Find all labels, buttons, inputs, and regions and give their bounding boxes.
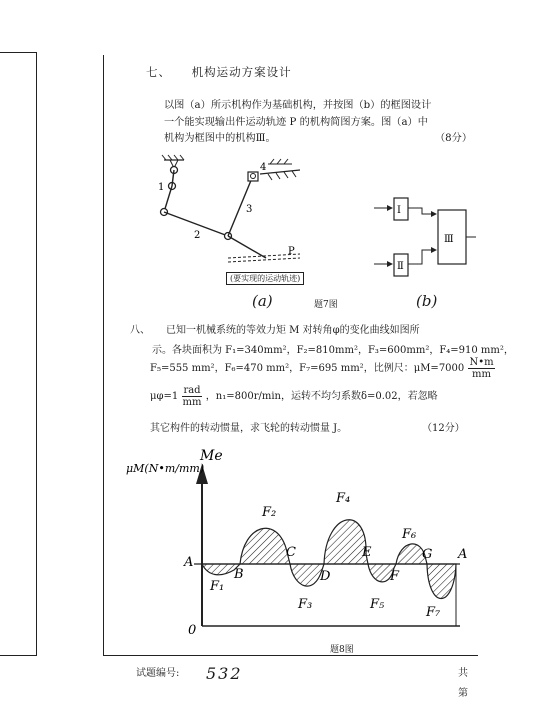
content-bottom-border <box>103 655 478 656</box>
block-diagram <box>370 178 478 288</box>
point-label-p: P <box>288 246 295 257</box>
area-f7 <box>427 564 456 599</box>
area-label-f2: F₂ <box>262 505 277 520</box>
section8-line-4 <box>150 385 438 408</box>
area-label-f6: F₆ <box>402 527 417 542</box>
area-label-f7: F₇ <box>426 605 441 620</box>
section7-line-3: 机构为框图中的机构Ⅲ。 <box>164 133 276 144</box>
block-3-label: Ⅲ <box>444 234 454 245</box>
origin-label: 0 <box>188 623 197 638</box>
area-f2 <box>240 528 290 564</box>
moment-curve-figure <box>104 440 480 640</box>
link-label-3: 3 <box>246 204 253 215</box>
section7-number: 七、 <box>146 65 171 79</box>
link-label-2: 2 <box>194 230 201 241</box>
footer-right-top: 共 <box>458 668 468 679</box>
left-frame-line <box>36 52 37 656</box>
fig7-caption: 题7图 <box>314 300 338 310</box>
area-label-f3: F₃ <box>298 597 313 612</box>
fig-a-label: (a) <box>252 292 273 310</box>
trajectory-label: (要实现的运动轨迹) <box>226 272 304 285</box>
footer-right-bottom: 第 <box>458 688 468 699</box>
section8-line-3-text: F₅=555 mm²，F₆=470 mm²，F₇=695 mm²，比例尺：μM=7000 <box>150 363 465 374</box>
mu-m-num: N•m <box>469 357 494 368</box>
ground-hatch-top-right <box>268 159 292 164</box>
mu-phi-unit <box>182 385 201 408</box>
section8-line-4-pre: μφ=1 <box>150 391 179 402</box>
block-2-label: Ⅱ <box>397 261 404 272</box>
point-c: C <box>286 545 296 560</box>
point-b: B <box>234 567 244 582</box>
section7-line-2: 一个能实现输出件运动轨迹 P 的机构简图方案。图（a）中 <box>164 117 428 128</box>
point-a-start: A <box>184 555 194 570</box>
section8-line-1: 已知一机械系统的等效力矩 M 对转角φ的变化曲线如图所 <box>166 325 420 336</box>
mu-phi-num: rad <box>183 385 201 396</box>
left-margin-line-bottom <box>0 655 36 656</box>
section7-header <box>146 64 292 80</box>
block-1-label: Ⅰ <box>397 205 401 216</box>
point-a-end: A <box>458 547 468 562</box>
point-d: D <box>320 569 331 584</box>
section8-points: （12分） <box>422 423 465 434</box>
area-label-f1: F₁ <box>210 579 225 594</box>
point-f: F <box>390 569 400 584</box>
mechanism-diagram <box>150 150 310 290</box>
link-label-4: 4 <box>260 162 267 173</box>
link-ext <box>228 236 266 258</box>
left-margin-line <box>0 52 36 53</box>
section7-title: 机构运动方案设计 <box>191 65 292 79</box>
exam-number: 532 <box>206 664 243 683</box>
mu-phi-den: mm <box>182 397 202 408</box>
mu-m-den: mm <box>472 369 491 380</box>
area-label-f5: F₅ <box>370 597 385 612</box>
section8-number: 八、 <box>130 325 150 336</box>
footer-label: 试题编号: <box>136 668 180 679</box>
area-label-f4: F₄ <box>336 491 351 506</box>
point-g: G <box>422 547 433 562</box>
y-label-left: μM(N•m/mm) <box>126 462 205 475</box>
area-f3 <box>290 564 324 586</box>
fig-b-label: (b) <box>416 292 438 310</box>
section8-line-3 <box>150 357 496 380</box>
section8-line-2: 示。各块面积为 F₁=340mm²，F₂=810mm²，F₃=600mm²，F₄=910 mm²， <box>152 345 514 356</box>
section8-line-5: 其它构件的转动惯量，求飞轮的转动惯量 J。 <box>150 423 348 434</box>
section7-points: （8分） <box>435 133 473 144</box>
link-label-1: 1 <box>158 182 165 193</box>
y-label-right: Me <box>200 448 223 464</box>
section8-line-4-post: ，n₁=800r/min，运转不均匀系数δ=0.02，若忽略 <box>205 391 438 402</box>
section7-line-1: 以图（a）所示机构作为基础机构，并按图（b）的框图设计 <box>164 100 432 111</box>
point-e: E <box>362 545 372 560</box>
mu-m-unit <box>468 357 494 380</box>
fig8-caption: 题8图 <box>330 645 354 655</box>
